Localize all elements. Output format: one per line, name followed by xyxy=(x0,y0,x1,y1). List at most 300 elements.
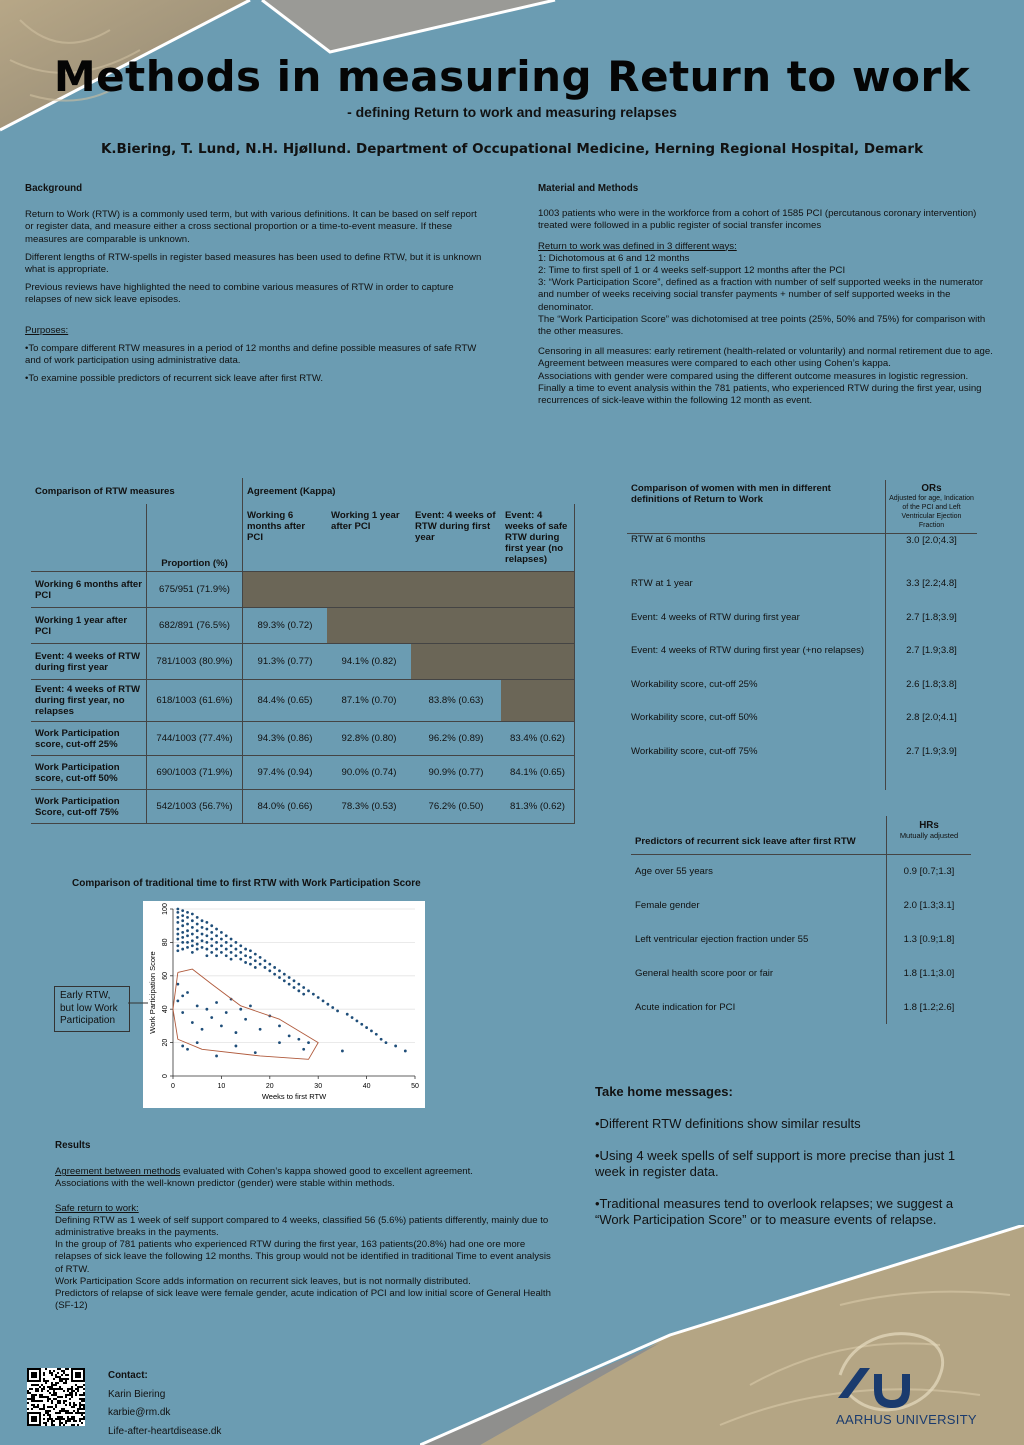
scatter-point xyxy=(205,941,208,944)
scatter-point xyxy=(230,951,233,954)
scatter-point xyxy=(249,949,252,952)
table2-row xyxy=(627,534,977,568)
table1-kappa-cell xyxy=(327,572,411,608)
table1-kappa-cell: 76.2% (0.50) xyxy=(411,790,501,824)
scatter-point xyxy=(201,926,204,929)
scatter-point xyxy=(278,976,281,979)
scatter-point xyxy=(186,934,189,937)
scatter-point xyxy=(176,908,179,911)
scatter-point xyxy=(331,1006,334,1009)
table1-row-label: Event: 4 weeks of RTW during first year xyxy=(31,644,147,680)
table3-hr-value: 0.9 [0.7;1.3] xyxy=(903,865,955,877)
scatter-point xyxy=(394,1045,397,1048)
scatter-point xyxy=(196,916,199,919)
x-axis-label: Weeks to first RTW xyxy=(261,1092,327,1101)
background-p2: Different lengths of RTW-spells in register based measures has been used to define RTW, but it is unknown what is appropriate. xyxy=(25,251,482,276)
table1-kappa-cell: 84.1% (0.65) xyxy=(501,756,575,790)
col-header-6months: Working 6 months after PCI xyxy=(243,504,328,572)
scatter-point xyxy=(225,934,228,937)
take-home-2: •Using 4 week spells of self support is more precise than just 1 week in register data. xyxy=(595,1148,956,1179)
table2-title: Comparison of women with men in different definitions of Return to Work xyxy=(627,480,886,534)
scatter-point xyxy=(210,931,213,934)
table3-row-label: General health score poor or fair xyxy=(631,956,887,990)
table1-agreement-heading: Agreement (Kappa) xyxy=(247,485,336,497)
table2-or-value: 2.7 [1.8;3.9] xyxy=(906,611,957,623)
scatter-point xyxy=(181,919,184,922)
scatter-point xyxy=(293,986,296,989)
contact-section xyxy=(108,1367,221,1441)
scatter-point xyxy=(186,941,189,944)
scatter-point xyxy=(215,941,218,944)
table1-kappa-cell xyxy=(501,608,575,644)
rtw-comparison-table-wrap xyxy=(31,478,576,824)
rtw-definition-note: The “Work Participation Score” was dichotomised at tree points (25%, 50% and 75%) for comparison with the other measures. xyxy=(538,313,986,338)
scatter-point xyxy=(205,934,208,937)
methods-section xyxy=(538,183,998,407)
safe-rtw-heading: Safe return to work: xyxy=(55,1202,139,1214)
rtw-definition-3: 3: “Work Participation Score”, defined as a fraction with number of self supported weeks in the numerator and number of weeks receiving social transfer payments + number of self supported weeks in the denominator. xyxy=(538,277,984,313)
scatter-point xyxy=(268,969,271,972)
table2-row-label: Event: 4 weeks of RTW during first year xyxy=(627,601,886,635)
gender-or-table xyxy=(627,480,977,790)
take-home-heading: Take home messages: xyxy=(595,1084,733,1099)
table1-kappa-cell: 83.8% (0.63) xyxy=(411,680,501,722)
chart-title: Comparison of traditional time to first RTW with Work Participation Score xyxy=(72,878,421,889)
table2-or-value: 3.0 [2.0;4.3] xyxy=(906,535,957,546)
table2-col-subtitle: Adjusted for age, Indication of the PCI and Left Ventricular Ejection Fraction xyxy=(889,495,974,529)
scatter-point xyxy=(186,946,189,949)
results-agreement-label: Agreement between methods xyxy=(55,1166,181,1178)
scatter-point xyxy=(336,1009,339,1012)
contact-email[interactable]: karbie@rm.dk xyxy=(108,1407,171,1418)
scatter-point xyxy=(215,954,218,957)
predictors-table xyxy=(631,816,971,1024)
scatter-point xyxy=(264,966,267,969)
table3-col-title: HRs xyxy=(919,820,939,831)
scatter-point xyxy=(176,938,179,941)
proportion-header: Proportion (%) xyxy=(147,504,243,572)
scatter-point xyxy=(273,966,276,969)
col-header-event4w: Event: 4 weeks of RTW during first year xyxy=(411,504,501,572)
scatter-point xyxy=(288,976,291,979)
scatter-point xyxy=(215,934,218,937)
scatter-point xyxy=(259,956,262,959)
scatter-point xyxy=(244,1018,247,1021)
results-s2: In the group of 781 patients who experienced RTW during the first year, 163 patients(20.8%) had one ore more relapses of sick leave the following 12 months. This group would not be identified in traditional Time to event analysis of RTW. xyxy=(55,1239,551,1275)
scatter-point xyxy=(235,948,238,951)
scatter-chart-panel xyxy=(143,901,425,1108)
scatter-point xyxy=(235,941,238,944)
table2-row xyxy=(627,701,977,735)
table3-title: Predictors of recurrent sick leave after first RTW xyxy=(631,816,887,854)
scatter-point xyxy=(220,944,223,947)
table3-row xyxy=(631,990,971,1024)
scatter-point xyxy=(196,948,199,951)
scatter-point xyxy=(312,993,315,996)
table1-proportion: 744/1003 (77.4%) xyxy=(147,722,243,756)
scatter-point xyxy=(210,924,213,927)
table1-title: Comparison of RTW measures xyxy=(31,478,243,504)
table3-row-label: Left ventricular ejection fraction under 55 xyxy=(631,922,887,956)
scatter-point xyxy=(191,926,194,929)
table1-proportion: 618/1003 (61.6%) xyxy=(147,680,243,722)
scatter-point xyxy=(205,928,208,931)
rtw-definition-1: 1: Dichotomous at 6 and 12 months xyxy=(538,252,690,264)
results-agreement-text: evaluated with Cohen’s kappa showed good to excellent agreement. xyxy=(180,1166,473,1178)
contact-name: Karin Biering xyxy=(108,1388,166,1400)
table2-col-title: ORs xyxy=(921,483,942,494)
background-p3: Previous reviews have highlighted the need to combine various measures of RTW in order to capture relapses of new sick leave episodes. xyxy=(25,282,454,306)
scatter-point xyxy=(322,999,325,1002)
scatter-point xyxy=(176,999,179,1002)
contact-website[interactable]: Life-after-heartdisease.dk xyxy=(108,1425,222,1437)
results-heading: Results xyxy=(55,1140,91,1151)
scatter-point xyxy=(191,1021,194,1024)
scatter-point xyxy=(220,938,223,941)
scatter-point xyxy=(264,959,267,962)
table2-or-value: 3.3 [2.2;4.8] xyxy=(906,578,957,590)
methods-p4: Associations with gender were compared using the different outcome measures in logistic regression. xyxy=(538,370,969,382)
results-agreement-2: Associations with the well-known predictor (gender) were stable within methods. xyxy=(55,1178,395,1190)
scatter-point xyxy=(278,1025,281,1028)
scatter-point xyxy=(191,951,194,954)
table1-row xyxy=(31,722,575,756)
scatter-point xyxy=(181,1011,184,1014)
scatter-point xyxy=(205,921,208,924)
table2-row-label: RTW at 6 months xyxy=(627,534,886,568)
table2-row xyxy=(627,634,977,668)
purposes-heading: Purposes: xyxy=(25,324,69,336)
scatter-point xyxy=(191,933,194,936)
scatter-point xyxy=(239,1008,242,1011)
scatter-point xyxy=(220,951,223,954)
scatter-point xyxy=(380,1038,383,1041)
table1-kappa-cell: 94.3% (0.86) xyxy=(243,722,328,756)
scatter-point xyxy=(249,956,252,959)
scatter-point xyxy=(225,1011,228,1014)
x-tick-label: 20 xyxy=(265,1083,274,1090)
table1-kappa-cell xyxy=(327,608,411,644)
scatter-point xyxy=(201,939,204,942)
scatter-point xyxy=(196,936,199,939)
rtw-definition-2: 2: Time to first spell of 1 or 4 weeks self-support 12 months after the PCI xyxy=(538,265,846,277)
scatter-point xyxy=(196,1041,199,1044)
poster-title: Methods in measuring Return to work xyxy=(53,52,971,101)
table1-kappa-cell: 90.9% (0.77) xyxy=(411,756,501,790)
table1-kappa-cell: 84.4% (0.65) xyxy=(243,680,328,722)
scatter-point xyxy=(283,973,286,976)
scatter-point xyxy=(254,959,257,962)
scatter-point xyxy=(176,921,179,924)
scatter-point xyxy=(215,928,218,931)
table3-row-label: Acute indication for PCI xyxy=(631,990,887,1024)
table3-row-label: Age over 55 years xyxy=(631,854,887,888)
scatter-point xyxy=(176,933,179,936)
scatter-point xyxy=(230,938,233,941)
table2-or-value: 2.7 [1.9;3.9] xyxy=(906,745,957,757)
results-s4: Predictors of relapse of sick leave were female gender, acute indication of PCI and low initial score of General Health (SF-12) xyxy=(55,1288,551,1312)
scatter-point xyxy=(244,954,247,957)
methods-p1: 1003 patients who were in the workforce from a cohort of 1585 PCI (percutanous coronary intervention) treated were followed in a public register of social transfer incomes xyxy=(538,208,977,232)
table1-kappa-cell: 94.1% (0.82) xyxy=(327,644,411,680)
scatter-point xyxy=(239,944,242,947)
methods-heading: Material and Methods xyxy=(538,183,639,194)
table2-row xyxy=(627,668,977,702)
scatter-point xyxy=(186,991,189,994)
table2-or-value: 2.8 [2.0;4.1] xyxy=(906,712,957,724)
col-header-1year: Working 1 year after PCI xyxy=(327,504,411,572)
scatter-point xyxy=(181,909,184,912)
table3-row xyxy=(631,922,971,956)
table2-row-label: RTW at 1 year xyxy=(627,567,886,601)
scatter-point xyxy=(351,1016,354,1019)
y-axis-label: Work Participation Score xyxy=(148,951,157,1034)
table3-hr-value: 1.3 [0.9;1.8] xyxy=(903,933,955,945)
scatter-point xyxy=(191,939,194,942)
table1-proportion: 675/951 (71.9%) xyxy=(147,572,243,608)
table1-row xyxy=(31,790,575,824)
table1-kappa-cell: 87.1% (0.70) xyxy=(327,680,411,722)
scatter-point xyxy=(215,1001,218,1004)
scatter-point xyxy=(210,938,213,941)
methods-p2: Censoring in all measures: early retirement (health-related or voluntarily) and normal retirement due to age. xyxy=(538,346,993,358)
scatter-point xyxy=(235,1045,238,1048)
scatter-point xyxy=(360,1023,363,1026)
table1-kappa-cell: 78.3% (0.53) xyxy=(327,790,411,824)
scatter-point xyxy=(176,916,179,919)
table1-row xyxy=(31,572,575,608)
take-home-section xyxy=(595,1084,980,1228)
y-tick-label: 100 xyxy=(162,903,169,915)
table2-row-label: Workability score, cut-off 50% xyxy=(627,701,886,735)
aarhus-university-logotype: AARHUS UNIVERSITY xyxy=(836,1412,977,1427)
table2-row xyxy=(627,567,977,601)
table3-col-subtitle: Mutually adjusted xyxy=(899,831,959,840)
table1-proportion: 542/1003 (56.7%) xyxy=(147,790,243,824)
scatter-point xyxy=(201,1028,204,1031)
scatter-point xyxy=(254,953,257,956)
table1-kappa-cell: 91.3% (0.77) xyxy=(243,644,328,680)
table1-kappa-cell xyxy=(501,680,575,722)
table2-row xyxy=(627,601,977,635)
scatter-point xyxy=(239,951,242,954)
methods-p3: Agreement between measures were compared to each other using Cohen’s kappa. xyxy=(538,358,891,370)
scatter-point xyxy=(176,944,179,947)
scatter-point xyxy=(356,1019,359,1022)
scatter-point xyxy=(210,944,213,947)
y-tick-label: 80 xyxy=(162,938,169,947)
scatter-point xyxy=(225,954,228,957)
y-tick-label: 20 xyxy=(162,1038,169,1047)
scatter-point xyxy=(201,946,204,949)
rtw-definitions-heading: Return to work was defined in 3 different ways: xyxy=(538,240,737,252)
table1-proportion: 682/891 (76.5%) xyxy=(147,608,243,644)
scatter-point xyxy=(404,1050,407,1053)
table1-row xyxy=(31,756,575,790)
qr-code xyxy=(27,1368,85,1426)
scatter-point xyxy=(176,949,179,952)
table2-row-label: Event: 4 weeks of RTW during first year (+no relapses) xyxy=(627,634,886,668)
scatter-point xyxy=(239,958,242,961)
results-s1: Defining RTW as 1 week of self support compared to 4 weeks, classified 56 (5.6%) patients differently, mainly due to administrative breaks in the payments. xyxy=(55,1214,549,1239)
purpose-1: •To compare different RTW measures in a period of 12 months and define possible measures of safe RTW and of work participation using administrative data. xyxy=(25,342,477,367)
scatter-point xyxy=(176,928,179,931)
early-rtw-note: Early RTW, but low Work Participation xyxy=(54,986,130,1032)
table2-or-value: 2.7 [1.9;3.8] xyxy=(906,645,957,657)
scatter-point xyxy=(307,1041,310,1044)
table1-kappa-cell: 97.4% (0.94) xyxy=(243,756,328,790)
scatter-point xyxy=(215,948,218,951)
scatter-point xyxy=(235,954,238,957)
poster-subtitle: - defining Return to work and measuring relapses xyxy=(347,104,677,120)
x-tick-label: 30 xyxy=(314,1083,323,1090)
x-tick-label: 10 xyxy=(217,1083,226,1090)
scatter-point xyxy=(288,1035,291,1038)
table1-proportion: 781/1003 (80.9%) xyxy=(147,644,243,680)
scatter-point xyxy=(230,944,233,947)
x-tick-label: 40 xyxy=(362,1083,371,1090)
scatter-point xyxy=(365,1026,368,1029)
purpose-2: •To examine possible predictors of recurrent sick leave after first RTW. xyxy=(25,373,324,385)
table2-row-label: Workability score, cut-off 75% xyxy=(627,735,886,769)
table3-row xyxy=(631,956,971,990)
scatter-point xyxy=(201,919,204,922)
contact-heading: Contact: xyxy=(108,1370,148,1381)
scatter-point xyxy=(249,963,252,966)
scatter-point xyxy=(215,1055,218,1058)
y-tick-label: 60 xyxy=(162,971,169,980)
table1-kappa-cell: 81.3% (0.62) xyxy=(501,790,575,824)
results-section xyxy=(55,1140,555,1312)
scatter-point xyxy=(196,1004,199,1007)
y-tick-label: 0 xyxy=(162,1074,169,1078)
table1-kappa-cell xyxy=(501,644,575,680)
table1-row xyxy=(31,644,575,680)
table1-kappa-cell: 92.8% (0.80) xyxy=(327,722,411,756)
scatter-point xyxy=(205,1008,208,1011)
scatter-point xyxy=(297,983,300,986)
results-s3: Work Participation Score adds information on recurrent sick leaves, but is not normally distributed. xyxy=(55,1275,471,1287)
table3-row-label: Female gender xyxy=(631,888,887,922)
scatter-point xyxy=(186,911,189,914)
scatter-point xyxy=(302,1048,305,1051)
scatter-point xyxy=(341,1050,344,1053)
table1-kappa-cell xyxy=(501,572,575,608)
col-header-safe-rtw: Event: 4 weeks of safe RTW during first year (no relapses) xyxy=(501,504,575,572)
background-p1: Return to Work (RTW) is a commonly used term, but with various definitions. It can be based on self report or register data, and measure either a cross sectional proportion or a time-to-event measure. If these measures are comparable is unknown. xyxy=(25,209,477,245)
table1-kappa-cell xyxy=(243,572,328,608)
scatter-point xyxy=(297,1038,300,1041)
scatter-point xyxy=(181,994,184,997)
scatter-point xyxy=(259,963,262,966)
scatter-point xyxy=(317,996,320,999)
table1-row-label: Work Participation score, cut-off 50% xyxy=(31,756,147,790)
take-home-3: •Traditional measures tend to overlook relapses; we suggest a “Work Participation Score” or to measure events of relapse. xyxy=(595,1196,954,1227)
scatter-point xyxy=(191,913,194,916)
table1-kappa-cell: 83.4% (0.62) xyxy=(501,722,575,756)
scatter-point xyxy=(196,929,199,932)
scatter-point xyxy=(210,951,213,954)
scatter-point xyxy=(181,1045,184,1048)
scatter-point xyxy=(191,944,194,947)
table1-row-label: Work Participation Score, cut-off 75% xyxy=(31,790,147,824)
scatter-point xyxy=(244,948,247,951)
table1-kappa-cell xyxy=(411,608,501,644)
predictors-table-wrap xyxy=(631,816,973,1024)
scatter-point xyxy=(244,961,247,964)
rtw-comparison-table xyxy=(31,478,575,824)
y-tick-label: 40 xyxy=(162,1005,169,1014)
scatter-point xyxy=(225,948,228,951)
scatter-point xyxy=(205,948,208,951)
table3-hr-value: 1.8 [1.2;2.6] xyxy=(903,1001,955,1013)
scatter-point xyxy=(196,923,199,926)
scatter-point xyxy=(259,1028,262,1031)
scatter-point xyxy=(385,1041,388,1044)
table1-kappa-cell: 89.3% (0.72) xyxy=(243,608,328,644)
table1-kappa-cell xyxy=(411,572,501,608)
highlight-region-outline xyxy=(173,969,318,1059)
scatter-point xyxy=(268,963,271,966)
scatter-point xyxy=(326,1003,329,1006)
scatter-point xyxy=(273,973,276,976)
scatter-point xyxy=(254,966,257,969)
scatter-point xyxy=(249,1004,252,1007)
table1-kappa-cell xyxy=(411,644,501,680)
scatter-point xyxy=(293,979,296,982)
table3-hr-value: 2.0 [1.3;3.1] xyxy=(903,899,955,911)
take-home-1: •Different RTW definitions show similar results xyxy=(595,1116,861,1131)
scatter-point xyxy=(302,993,305,996)
table3-row xyxy=(631,854,971,888)
scatter-point xyxy=(205,954,208,957)
scatter-point xyxy=(375,1033,378,1036)
scatter-point xyxy=(370,1030,373,1033)
table2-col-header xyxy=(886,480,978,534)
table2-row xyxy=(627,735,977,769)
scatter-point xyxy=(307,989,310,992)
note-connector xyxy=(128,1000,148,1006)
table1-row-label: Work Participation score, cut-off 25% xyxy=(31,722,147,756)
table1-row-label: Working 6 months after PCI xyxy=(31,572,147,608)
background-heading: Background xyxy=(25,183,83,194)
scatter-point xyxy=(288,983,291,986)
scatter-point xyxy=(278,1041,281,1044)
scatter-point xyxy=(278,969,281,972)
table1-row-label: Working 1 year after PCI xyxy=(31,608,147,644)
results-agreement xyxy=(55,1166,555,1178)
scatter-point xyxy=(186,923,189,926)
table3-col-header xyxy=(887,816,972,854)
table1-row xyxy=(31,608,575,644)
scatter-point xyxy=(283,979,286,982)
table1-row xyxy=(31,680,575,722)
table3-row xyxy=(631,888,971,922)
table2-row-label: Workability score, cut-off 25% xyxy=(627,668,886,702)
scatter-point xyxy=(181,914,184,917)
table3-hr-value: 1.8 [1.1;3.0] xyxy=(903,967,955,979)
scatter-point xyxy=(191,919,194,922)
scatter-point xyxy=(201,933,204,936)
scatter-chart xyxy=(143,901,425,1108)
poster-authors: K.Biering, T. Lund, N.H. Hjøllund. Department of Occupational Medicine, Herning Regional Hospital, Demark xyxy=(100,141,924,157)
scatter-point xyxy=(302,986,305,989)
table1-proportion: 690/1003 (71.9%) xyxy=(147,756,243,790)
x-tick-label: 50 xyxy=(411,1083,419,1090)
table2-or-value: 2.6 [1.8;3.8] xyxy=(906,678,957,690)
scatter-point xyxy=(297,989,300,992)
scatter-point xyxy=(230,958,233,961)
